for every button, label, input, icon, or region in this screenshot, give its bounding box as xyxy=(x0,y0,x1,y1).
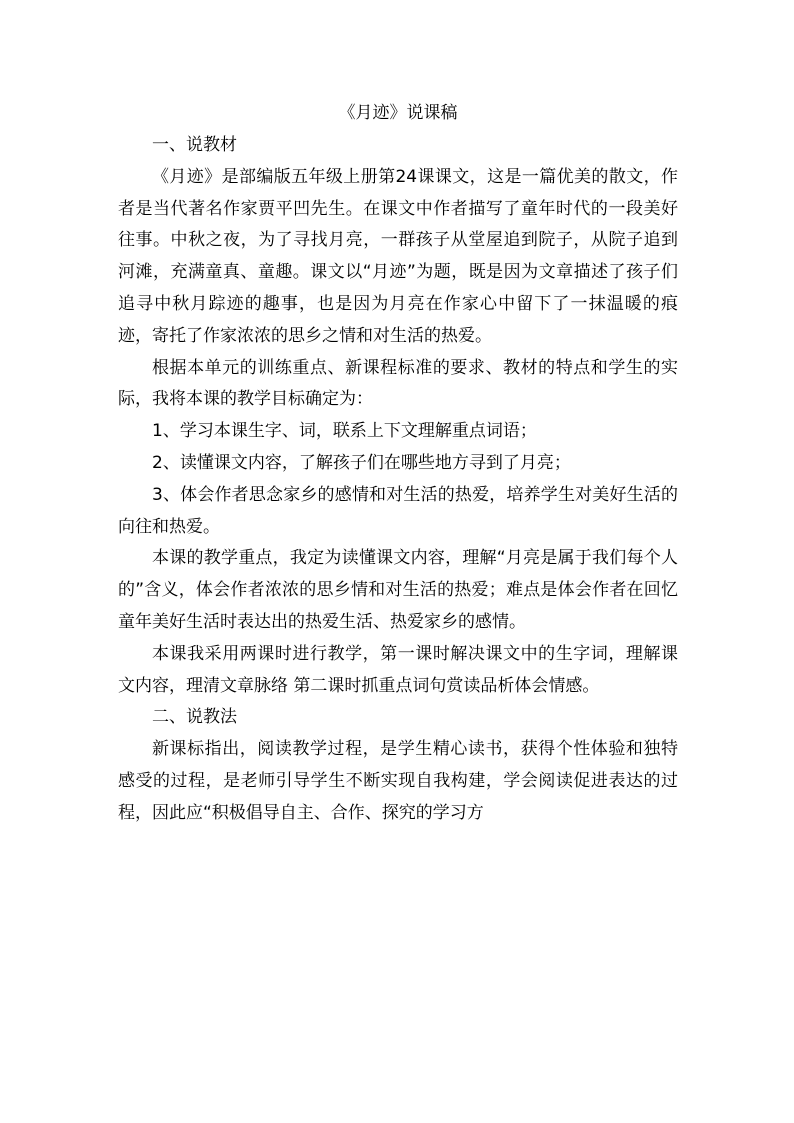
paragraph-teaching-goals-intro: 根据本单元的训练重点、新课程标准的要求、教材的特点和学生的实际，我将本课的教学目标确定为： xyxy=(118,357,678,410)
document-title: 《月迹》说课稿 xyxy=(338,103,458,123)
paragraph-key-points: 本课的教学重点，我定为读懂课文内容，理解“月亮是属于我们每个人的”含义，体会作者浓浓的思乡情和对生活的热爱；难点是体会作者在回忆童年美好生活时表达出的热爱生活、热爱家乡的感情。 xyxy=(118,548,678,632)
paragraph-textbook-intro: 《月迹》是部编版五年级上册第24课课文，这是一篇优美的散文，作者是当代著名作家贾平凹先生。在课文中作者描写了童年时代的一段美好往事。中秋之夜，为了寻找月亮，一群孩子从堂屋追到院子，从院子追到河滩，充满童真、童趣。课文以“月迹”为题，既是因为文章描述了孩子们追寻中秋月踪迹的趣事，也是因为月亮在作家心中留下了一抹温暖的痕迹，寄托了作家浓浓的思乡之情和对生活的热爱。 xyxy=(118,166,678,346)
paragraph-methods: 新课标指出，阅读教学过程，是学生精心读书，获得个性体验和独特感受的过程，是老师引导学生不断实现自我构建，学会阅读促进表达的过程，因此应“积极倡导自主、合作、探究的学习方 xyxy=(118,739,678,823)
document-body xyxy=(118,98,678,830)
goal-item-3: 3、体会作者思念家乡的感情和对生活的热爱，培养学生对美好生活的向往和热爱。 xyxy=(118,484,678,537)
paragraph-lesson-plan: 本课我采用两课时进行教学，第一课时解决课文中的生字词，理解课文内容，理清文章脉络 第二课时抓重点词句赏读品析体会情感。 xyxy=(118,643,678,696)
goal-item-2: 2、读懂课文内容，了解孩子们在哪些地方寻到了月亮； xyxy=(152,452,571,473)
section-heading-methods: 二、说教法 xyxy=(152,707,237,728)
section-heading-textbook: 一、说教材 xyxy=(152,135,237,155)
goal-item-1: 1、学习本课生字、词，联系上下文理解重点词语； xyxy=(152,421,537,442)
